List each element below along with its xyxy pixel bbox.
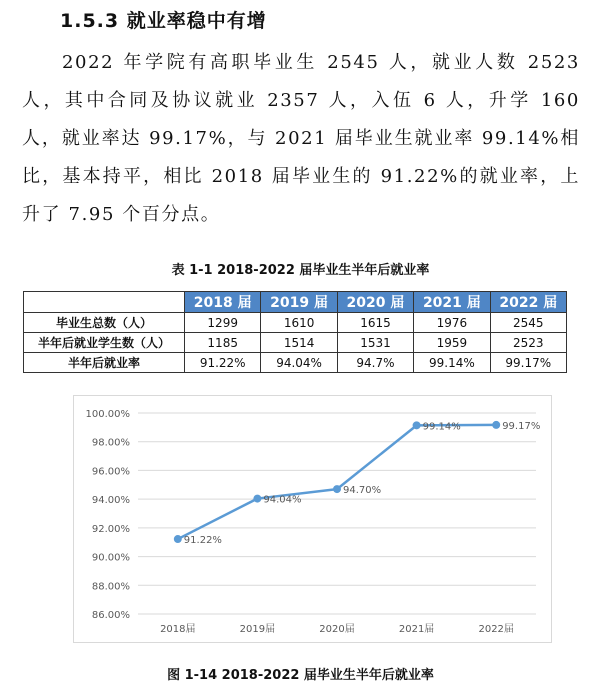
header-cell: 2021 届 [414,292,490,313]
y-tick-label: 92.00% [91,523,130,535]
employment-table [23,291,567,373]
table-cell: 2523 [490,333,566,353]
table-cell: 1299 [185,313,261,333]
data-label: 94.70% [343,485,382,497]
header-cell: 2019 届 [261,292,337,313]
header-cell: 2020 届 [337,292,413,313]
figure-caption: 图 1-14 2018-2022 届毕业生半年后就业率 [167,668,434,683]
y-tick-label: 98.00% [91,437,130,449]
table-row [24,333,567,353]
section-title: 1.5.3 就业率稳中有增 [60,10,267,32]
table-cell: 94.04% [261,353,337,373]
x-tick-label: 2018届 [160,624,196,635]
table-cell: 1976 [414,313,490,333]
table-corner-cell [24,292,185,313]
x-tick-label: 2022届 [478,624,514,635]
data-label: 99.14% [422,421,461,433]
data-point [174,535,182,543]
table-header-row [24,292,567,313]
x-tick-label: 2019届 [239,624,276,635]
table-cell: 1185 [185,333,261,353]
data-point [492,421,500,429]
table-cell: 94.7% [337,353,413,373]
table-caption: 表 1-1 2018-2022 届毕业生半年后就业率 [171,263,430,278]
y-tick-label: 96.00% [91,466,130,478]
y-tick-label: 86.00% [91,610,130,621]
table-cell: 1615 [337,313,413,333]
table-row [24,353,567,373]
table-row [24,313,567,333]
table-cell: 1514 [261,333,337,353]
data-point [253,495,261,503]
table-cell: 99.14% [414,353,490,373]
x-tick-label: 2021届 [398,624,435,635]
table-cell: 99.17% [490,353,566,373]
chart-frame [73,395,552,643]
table-cell: 1959 [414,333,490,353]
header-cell: 2022 届 [490,292,566,313]
table-cell: 1610 [261,313,337,333]
data-label: 91.22% [183,535,222,547]
row-label: 半年后就业率 [24,353,185,373]
y-tick-label: 100.00% [85,409,130,420]
data-label: 99.17% [502,420,541,432]
x-tick-label: 2020届 [319,624,355,635]
y-tick-label: 88.00% [91,581,130,593]
row-label: 半年后就业学生数（人） [24,333,185,353]
data-point [413,421,421,429]
data-point [333,485,341,493]
summary-paragraph: 2022 年学院有高职毕业生 2545 人，就业人数 2523 人，其中合同及协议就业 2357 人，入伍 6 人，升学 160 人，就业率达 99.17%，与 2021 届毕业生就业率 99.14%相比，基本持平，相比 2018 届毕业生的 91.22%的就业率，上升了 7.95 个百分点。 [22,52,580,225]
table-cell: 1531 [337,333,413,353]
row-label: 毕业生总数（人） [24,313,185,333]
table-cell: 2545 [490,313,566,333]
data-label: 94.04% [263,494,302,506]
header-cell: 2018 届 [185,292,261,313]
employment-rate-line-chart [74,396,551,642]
y-tick-label: 90.00% [91,552,130,564]
table-cell: 91.22% [185,353,261,373]
y-tick-label: 94.00% [91,495,130,507]
